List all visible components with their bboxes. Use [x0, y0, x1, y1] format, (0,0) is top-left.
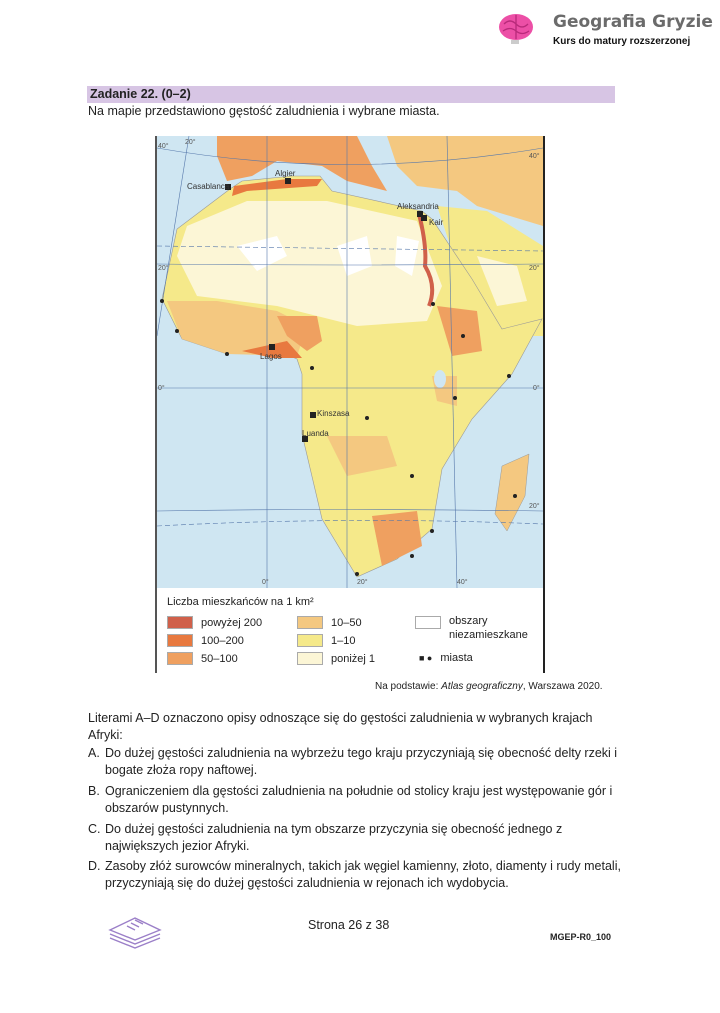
legend-label: 50–100 — [201, 652, 238, 665]
option-text: Do dużej gęstości zaludnienia na wybrzeżu tego kraju przyczyniają się obecność delty rzeki i bogate złoża ropy naftowej. — [105, 746, 618, 777]
lon-20-label: 20° — [357, 579, 368, 586]
lat-40-right-label: 40° — [529, 153, 540, 160]
lon-40-label: 40° — [457, 579, 468, 586]
legend-label: miasta — [440, 652, 473, 664]
legend-swatch — [167, 652, 193, 665]
lat-s20-label: 20° — [529, 503, 540, 510]
city-symbols-icon: ■ ● — [419, 653, 433, 663]
brain-logo-icon — [496, 12, 536, 46]
lon-0-label: 0° — [262, 579, 269, 586]
legend-label: 1–10 — [331, 634, 356, 647]
city-label-lagos: Lagos — [260, 352, 282, 361]
option-c — [88, 821, 628, 855]
map-legend — [157, 588, 543, 673]
legend-item — [297, 652, 375, 665]
city-label-kinszasa: Kinszasa — [317, 409, 350, 418]
legend-label: 10–50 — [331, 616, 362, 629]
legend-swatch — [297, 616, 323, 629]
lat-40-label: 40° — [158, 143, 169, 150]
lon-20w-label: 20° — [185, 139, 196, 146]
page-number: Strona 26 z 38 — [308, 918, 390, 932]
legend-swatch — [297, 634, 323, 647]
task-title: Zadanie 22. (0–2) — [90, 87, 191, 101]
legend-item — [297, 634, 355, 647]
legend-title: Liczba mieszkańców na 1 km² — [167, 596, 314, 608]
lat-20-label: 20° — [158, 265, 169, 272]
city-label-casablanca: Casablanca — [187, 182, 230, 191]
brand-name: Geografia Gryzie — [553, 12, 713, 32]
exam-code: MGEP-R0_100 — [550, 932, 612, 942]
legend-swatch — [297, 652, 323, 665]
legend-label: obszary niezamieszkane — [449, 615, 528, 641]
legend-item-cities — [419, 652, 473, 664]
legend-swatch — [415, 616, 441, 629]
legend-item — [297, 616, 362, 629]
brand-tagline: Kurs do matury rozszerzonej — [553, 36, 691, 47]
legend-label: powyżej 200 — [201, 616, 263, 629]
equator-right-label: 0° — [533, 385, 540, 392]
option-letter: A. — [88, 746, 100, 760]
task-intro: Na mapie przedstawiono gęstość zaludnienia i wybrane miasta. — [88, 104, 440, 118]
legend-item — [167, 652, 238, 665]
map-source — [375, 681, 603, 692]
legend-label: poniżej 1 — [331, 652, 376, 665]
legend-item — [167, 616, 262, 629]
city-label-kair: Kair — [429, 218, 444, 227]
option-b — [88, 783, 628, 817]
map-canvas — [157, 136, 543, 588]
equator-label: 0° — [158, 385, 165, 392]
city-label-algier: Algier — [275, 169, 296, 178]
legend-swatch — [167, 616, 193, 629]
cke-stack-logo-icon — [105, 912, 165, 952]
legend-item — [415, 616, 549, 642]
legend-swatch — [167, 634, 193, 647]
question-lead: Literami A–D oznaczono opisy odnoszące się do gęstości zaludnienia w wybranych krajach Afryki: — [88, 711, 593, 742]
population-density-map — [155, 136, 545, 673]
option-letter: B. — [88, 784, 100, 798]
legend-item — [167, 634, 244, 647]
legend-label: 100–200 — [201, 634, 244, 647]
option-text: Ograniczeniem dla gęstości zaludnienia na południe od stolicy kraju jest występowanie gór i obszarów pustynnych. — [105, 784, 613, 815]
lat-20-right-label: 20° — [529, 265, 540, 272]
city-label-aleksandria: Aleksandria — [397, 202, 439, 211]
option-text: Do dużej gęstości zaludnienia na tym obszarze przyczynia się obecność jednego z największych jezior Afryki. — [105, 822, 563, 853]
city-label-luanda: Luanda — [302, 429, 329, 438]
option-text: Zasoby złóż surowców mineralnych, takich jak węgiel kamienny, złoto, diamenty i rudy metali, przyczyniają się do dużej gęstości zaludnienia w rejonach ich wydobycia. — [105, 859, 621, 890]
option-letter: D. — [88, 859, 101, 873]
source-suffix: , Warszawa 2020. — [522, 681, 603, 692]
option-d — [88, 858, 628, 892]
option-a — [88, 745, 628, 779]
source-title: Atlas geograficzny — [441, 681, 523, 692]
source-prefix: Na podstawie: — [375, 681, 442, 692]
option-letter: C. — [88, 822, 101, 836]
